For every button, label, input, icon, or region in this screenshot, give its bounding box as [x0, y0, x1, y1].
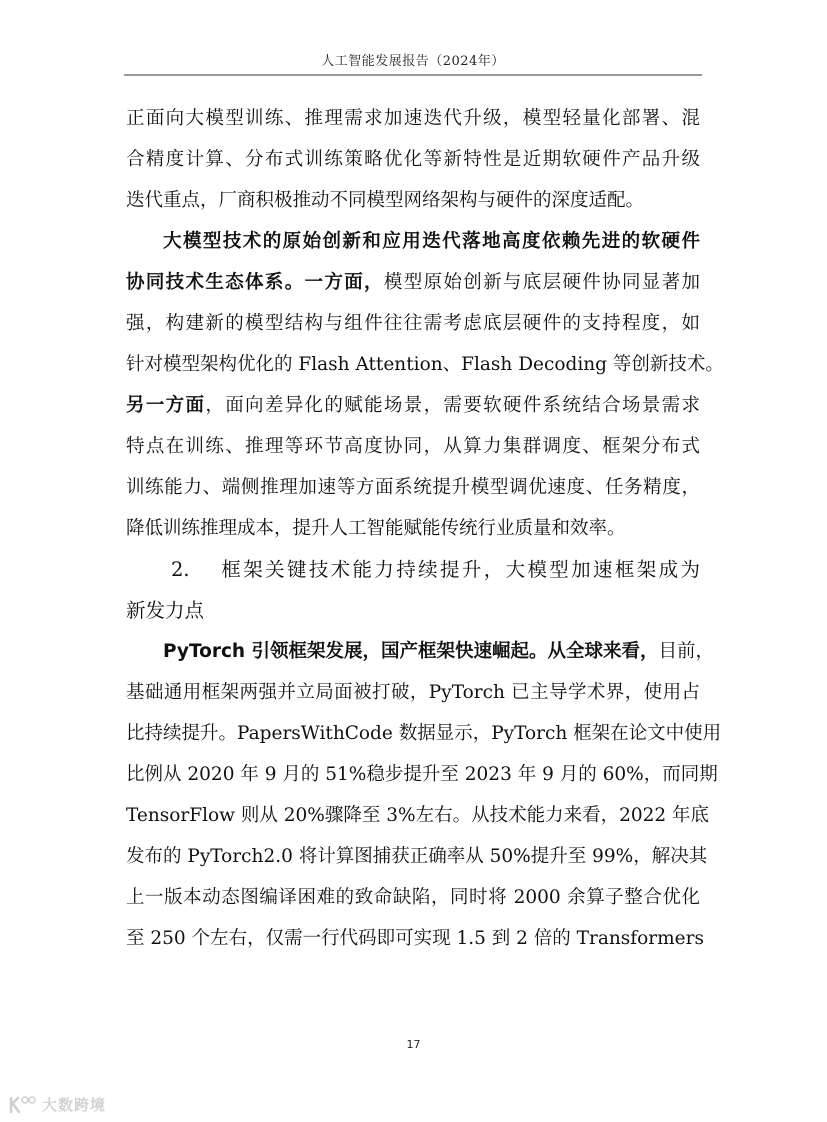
para2-line7: 训练能力、端侧推理加速等方面系统提升模型调优速度、任务精度， — [126, 477, 700, 498]
section-heading-line2: 新发力点 — [126, 599, 205, 622]
watermark-text: 大数跨境 — [42, 1096, 107, 1114]
para2-text: 模型原始创新与底层硬件协同显著加 — [383, 272, 700, 293]
para2-line5 — [126, 391, 700, 432]
para3-bold-lead: PyTorch 引领框架发展，国产框架快速崛起。从全球来看， — [163, 641, 659, 662]
para2-bold-other-hand: 另一方面 — [126, 395, 206, 416]
para2-line4: 针对模型架构优化的 Flash Attention、Flash Decoding 等创新技术。 — [126, 354, 724, 375]
para3-line5: TensorFlow 则从 20%骤降至 3%左右。从技术能力来看，2022 年底 — [126, 805, 710, 826]
document-body — [126, 104, 724, 965]
para3-text: 目前， — [658, 641, 715, 662]
para1-line2: 合精度计算、分布式训练策略优化等新特性是近期软硬件产品升级 — [126, 149, 700, 170]
para3-line8: 至 250 个左右，仅需一行代码即可实现 1.5 到 2 倍的 Transformers — [126, 928, 704, 949]
para3-line6: 发布的 PyTorch2.0 将计算图捕获正确率从 50%提升至 99%，解决其 — [126, 846, 708, 867]
para2-bold-continued: 协同技术生态体系。一方面， — [126, 272, 384, 293]
para3-line3: 比持续提升。PapersWithCode 数据显示，PyTorch 框架在论文中使用 — [126, 723, 722, 744]
watermark — [8, 1094, 106, 1115]
section-title: 框架关键技术能力持续提升，大模型加速框架成为 — [219, 558, 700, 581]
para2-line3: 强，构建新的模型结构与组件往往需考虑底层硬件的支持程度，如 — [126, 313, 700, 334]
para3-line1 — [126, 637, 715, 678]
para2-line8: 降低训练推理成本，提升人工智能赋能传统行业质量和效率。 — [126, 518, 626, 539]
para2-line6: 特点在训练、推理等环节高度协同，从算力集群调度、框架分布式 — [126, 436, 700, 457]
para2-line2 — [126, 268, 700, 309]
para1-line3: 迭代重点，厂商积极推动不同模型网络架构与硬件的深度适配。 — [126, 190, 645, 211]
page-number: 17 — [406, 1038, 421, 1051]
section-number: 2. — [171, 558, 190, 581]
para3-line7: 上一版本动态图编译困难的致命缺陷，同时将 2000 余算子整合优化 — [126, 887, 700, 908]
para2-bold-lead: 大模型技术的原始创新和应用迭代落地高度依赖先进的软硬件 — [163, 231, 700, 252]
para2-line1 — [126, 227, 700, 268]
para2-text: ，面向差异化的赋能场景，需要软硬件系统结合场景需求 — [205, 395, 700, 416]
para3-line2: 基础通用框架两强并立局面被打破，PyTorch 已主导学术界，使用占 — [126, 682, 700, 703]
header-divider — [124, 74, 702, 76]
running-header: 人工智能发展报告（2024年） — [321, 54, 505, 69]
para3-line4: 比例从 2020 年 9 月的 51%稳步提升至 2023 年 9 月的 60%，而同期 — [126, 764, 718, 785]
para1-line1: 正面向大模型训练、推理需求加速迭代升级，模型轻量化部署、混 — [126, 108, 700, 129]
kdd-logo-icon — [8, 1095, 38, 1115]
section-heading-line1 — [126, 555, 700, 596]
